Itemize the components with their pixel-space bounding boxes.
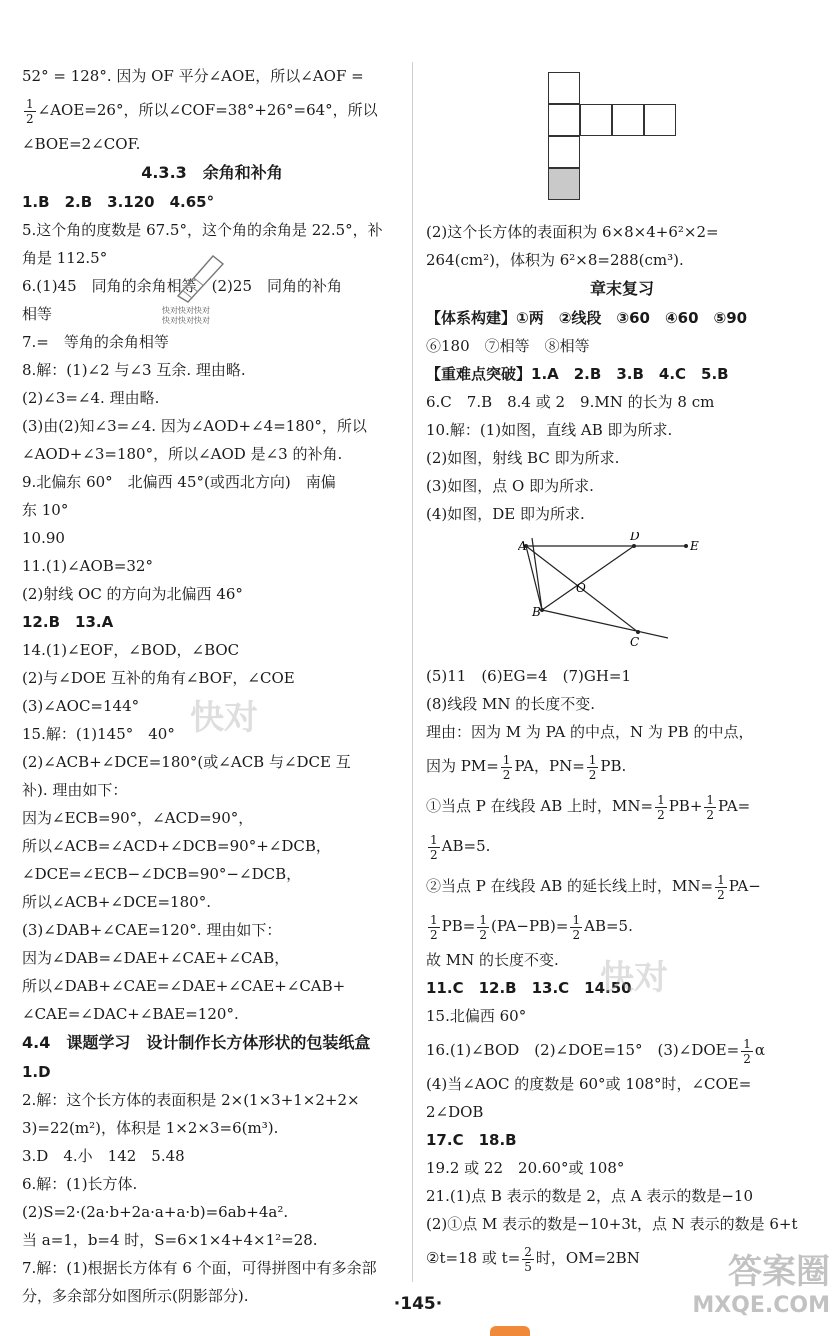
point-D bbox=[632, 544, 636, 548]
answer-line: ①当点 P 在线段 AB 上时，MN= $\frac{1}{2}$ PB+ $\frac{1}{2}$ PA= bbox=[426, 792, 751, 822]
watermark-text: 快对 bbox=[190, 698, 258, 738]
point-E bbox=[684, 544, 688, 548]
answer-line: 【重难点突破】1.A 2.B 3.B 4.C 5.B bbox=[426, 365, 729, 383]
answer-line: 7.= 等角的余角相等 bbox=[22, 333, 169, 351]
answer-line: ②t=18 或 t= $\frac{2}{5}$ 时，OM=2BN bbox=[426, 1244, 640, 1274]
answer-line: 11.C 12.B 13.C 14.50 bbox=[426, 979, 632, 997]
answer-line: 5.这个角的度数是 67.5°，这个角的余角是 22.5°，补 bbox=[22, 221, 383, 239]
answer-line: (8)线段 MN 的长度不变. bbox=[426, 695, 596, 713]
answer-line: ⑥180 ⑦相等 ⑧相等 bbox=[426, 337, 590, 355]
answer-line: 11.(1)∠AOB=32° bbox=[22, 557, 153, 575]
net-face bbox=[548, 72, 580, 104]
answer-line: 21.(1)点 B 表示的数是 2，点 A 表示的数是−10 bbox=[426, 1187, 753, 1205]
answer-line: ∠DCE=∠ECB−∠DCB=90°−∠DCB， bbox=[22, 865, 302, 883]
column-divider bbox=[412, 62, 413, 1282]
answer-line: 8.解：(1)∠2 与∠3 互余. 理由略. bbox=[22, 361, 246, 379]
answer-line: 17.C 18.B bbox=[426, 1131, 517, 1149]
corner-logo bbox=[670, 1252, 830, 1332]
ray-BC bbox=[542, 610, 668, 638]
section-heading: 4.4 课题学习 设计制作长方体形状的包装纸盒 bbox=[22, 1033, 371, 1052]
fraction: $\frac{1}{2}$ bbox=[479, 912, 487, 942]
segment-BD bbox=[542, 546, 634, 610]
answer-line: 3.D 4.小 142 5.48 bbox=[22, 1147, 185, 1165]
answer-line: (2)这个长方体的表面积为 6×8×4+6²×2= bbox=[426, 223, 719, 241]
page-number: ·145· bbox=[393, 1294, 443, 1314]
answer-line: (2)如图，射线 BC 即为所求. bbox=[426, 449, 620, 467]
answer-line: 所以∠ACB+∠DCE=180°. bbox=[22, 893, 211, 911]
watermark-text: 快对 bbox=[600, 958, 668, 998]
net-face bbox=[548, 104, 580, 136]
answer-line: 12.B 13.A bbox=[22, 613, 114, 631]
fraction: $\frac{1}{2}$ bbox=[706, 792, 715, 822]
label-A: A bbox=[518, 539, 527, 553]
answer-line: ∠AOD+∠3=180°，所以∠AOD 是∠3 的补角. bbox=[22, 445, 343, 463]
answer-line: 9.北偏东 60° 北偏西 45°(或西北方向) 南偏 bbox=[22, 473, 336, 491]
text-line: $\frac{1}{2}$ ∠AOE=26°，所以∠COF=38°+26°=64°，所以 bbox=[26, 96, 378, 126]
answer-line: 东 10° bbox=[22, 501, 69, 519]
answer-line: 所以∠DAB+∠CAE=∠DAE+∠CAE+∠CAB+ bbox=[22, 977, 346, 995]
right-column bbox=[426, 62, 818, 1278]
net-face bbox=[580, 104, 612, 136]
label-D: D bbox=[630, 532, 640, 543]
fraction: $\frac{1}{2}$ bbox=[430, 912, 438, 942]
answer-line: 19.2 或 22 20.60°或 108° bbox=[426, 1159, 625, 1177]
stamp-text: 快对快对快对 快对快对快对 bbox=[162, 306, 210, 325]
answer-line: 【体系构建】①两 ②线段 ③60 ④60 ⑤90 bbox=[426, 309, 748, 327]
answer-line: 理由：因为 M 为 PA 的中点，N 为 PB 的中点， bbox=[426, 723, 754, 741]
answer-line: (5)11 (6)EG=4 (7)GH=1 bbox=[426, 667, 632, 685]
answer-line: 因为 PM= $\frac{1}{2}$ PA，PN= $\frac{1}{2}$ PB. bbox=[426, 752, 627, 782]
answer-line: 6.(1)45 同角的余角相等 (2)25 同角的补角 bbox=[22, 277, 342, 295]
cuboid-net-figure bbox=[426, 62, 818, 212]
answer-line: 故 MN 的长度不变. bbox=[426, 951, 559, 969]
answer-line: 分，多余部分如图所示(阴影部分). bbox=[22, 1287, 249, 1305]
answer-line: 15.解：(1)145° 40° bbox=[22, 725, 175, 743]
answer-line: 10.90 bbox=[22, 529, 65, 547]
fraction: $\frac{1}{2}$ bbox=[657, 792, 665, 822]
answer-line: 当 a=1，b=4 时，S=6×1×4+4×1²=28. bbox=[22, 1231, 318, 1249]
answer-line: 7.解：(1)根据长方体有 6 个面，可得拼图中有多余部 bbox=[22, 1259, 377, 1277]
net-face-shaded bbox=[548, 168, 580, 200]
fraction: $\frac{1}{2}$ bbox=[26, 96, 34, 126]
answer-line: (3)∠DAB+∠CAE=120°. 理由如下： bbox=[22, 921, 282, 939]
answer-line: ②当点 P 在线段 AB 的延长线上时，MN= $\frac{1}{2}$ PA− bbox=[426, 872, 761, 902]
label-C: C bbox=[630, 635, 640, 649]
answer-line: (2)∠3=∠4. 理由略. bbox=[22, 389, 160, 407]
fraction: $\frac{1}{2}$ bbox=[502, 752, 511, 782]
answer-line: (2)与∠DOE 互补的角有∠BOF，∠COE bbox=[22, 669, 295, 687]
answer-line: 16.(1)∠BOD (2)∠DOE=15° (3)∠DOE= $\frac{1}{2}$ α bbox=[426, 1036, 765, 1066]
text-line: ∠BOE=2∠COF. bbox=[22, 135, 141, 153]
bottom-tab bbox=[490, 1326, 530, 1336]
answer-line: 2∠DOB bbox=[426, 1103, 484, 1121]
answer-line: (3)如图，点 O 即为所求. bbox=[426, 477, 594, 495]
fraction: $\frac{1}{2}$ bbox=[572, 912, 581, 942]
geometry-figure bbox=[518, 532, 778, 654]
chapter-review-heading: 章末复习 bbox=[589, 279, 654, 298]
net-face bbox=[548, 136, 580, 168]
fraction: $\frac{1}{2}$ bbox=[743, 1036, 751, 1066]
label-O: O bbox=[576, 581, 586, 595]
fraction: $\frac{2}{5}$ bbox=[524, 1244, 532, 1274]
answer-line: 补). 理由如下： bbox=[22, 781, 128, 799]
net-face bbox=[612, 104, 644, 136]
answer-line: 10.解：(1)如图，直线 AB 即为所求. bbox=[426, 421, 673, 439]
net-face bbox=[644, 104, 676, 136]
answer-line: (2)∠ACB+∠DCE=180°(或∠ACB 与∠DCE 互 bbox=[22, 753, 351, 771]
fraction: $\frac{1}{2}$ bbox=[717, 872, 725, 902]
answer-line: (2)S=2·(2a·b+2a·a+a·b)=6ab+4a². bbox=[22, 1203, 289, 1221]
answer-line: (2)①点 M 表示的数是−10+3t，点 N 表示的数是 6+t bbox=[426, 1215, 798, 1233]
answer-line: 6.解：(1)长方体. bbox=[22, 1175, 138, 1193]
answer-line: 6.C 7.B 8.4 或 2 9.MN 的长为 8 cm bbox=[426, 393, 715, 411]
answer-line: 1.B 2.B 3.120 4.65° bbox=[22, 193, 215, 211]
answer-line: $\frac{1}{2}$ AB=5. bbox=[430, 832, 491, 862]
text-line: 52° = 128°. 因为 OF 平分∠AOE，所以∠AOF = bbox=[22, 67, 364, 85]
label-B: B bbox=[532, 605, 541, 619]
answer-line: ∠CAE=∠DAC+∠BAE=120°. bbox=[22, 1005, 239, 1023]
answer-line: 因为∠ECB=90°，∠ACD=90°， bbox=[22, 809, 254, 827]
answer-line: 3)=22(m²)，体积是 1×2×3=6(m³). bbox=[22, 1119, 279, 1137]
answer-line: (4)当∠AOC 的度数是 60°或 108°时，∠COE= bbox=[426, 1075, 752, 1093]
logo-text: 答案圈 bbox=[728, 1252, 830, 1292]
answer-line: 2.解：这个长方体的表面积是 2×(1×3+1×2+2× bbox=[22, 1091, 360, 1109]
answer-line: (2)射线 OC 的方向为北偏西 46° bbox=[22, 585, 243, 603]
answer-line: (4)如图，DE 即为所求. bbox=[426, 505, 585, 523]
point-C bbox=[636, 630, 640, 634]
answer-line: 因为∠DAB=∠DAE+∠CAE+∠CAB， bbox=[22, 949, 290, 967]
answer-line: 264(cm²)，体积为 6²×8=288(cm³). bbox=[426, 251, 684, 269]
answer-line: 1.D bbox=[22, 1063, 51, 1081]
answer-line: 所以∠ACB=∠ACD+∠DCB=90°+∠DCB， bbox=[22, 837, 331, 855]
answer-line: 14.(1)∠EOF，∠BOD，∠BOC bbox=[22, 641, 240, 659]
fraction: $\frac{1}{2}$ bbox=[588, 752, 597, 782]
answer-line: 相等 bbox=[22, 305, 53, 323]
section-heading: 4.3.3 余角和补角 bbox=[141, 163, 283, 182]
pen-doodle-icon bbox=[168, 246, 228, 304]
logo-url: MXQE.COM bbox=[692, 1293, 830, 1318]
fraction: $\frac{1}{2}$ bbox=[430, 832, 438, 862]
label-E: E bbox=[690, 539, 699, 553]
answer-line: $\frac{1}{2}$ PB= $\frac{1}{2}$ (PA−PB)= $\frac{1}{2}$ AB=5. bbox=[430, 912, 633, 942]
answer-line: (3)由(2)知∠3=∠4. 因为∠AOD+∠4=180°，所以 bbox=[22, 417, 367, 435]
answer-line: 角是 112.5° bbox=[22, 249, 108, 267]
answer-line: 15.北偏西 60° bbox=[426, 1007, 527, 1025]
answer-line: (3)∠AOC=144° bbox=[22, 697, 140, 715]
